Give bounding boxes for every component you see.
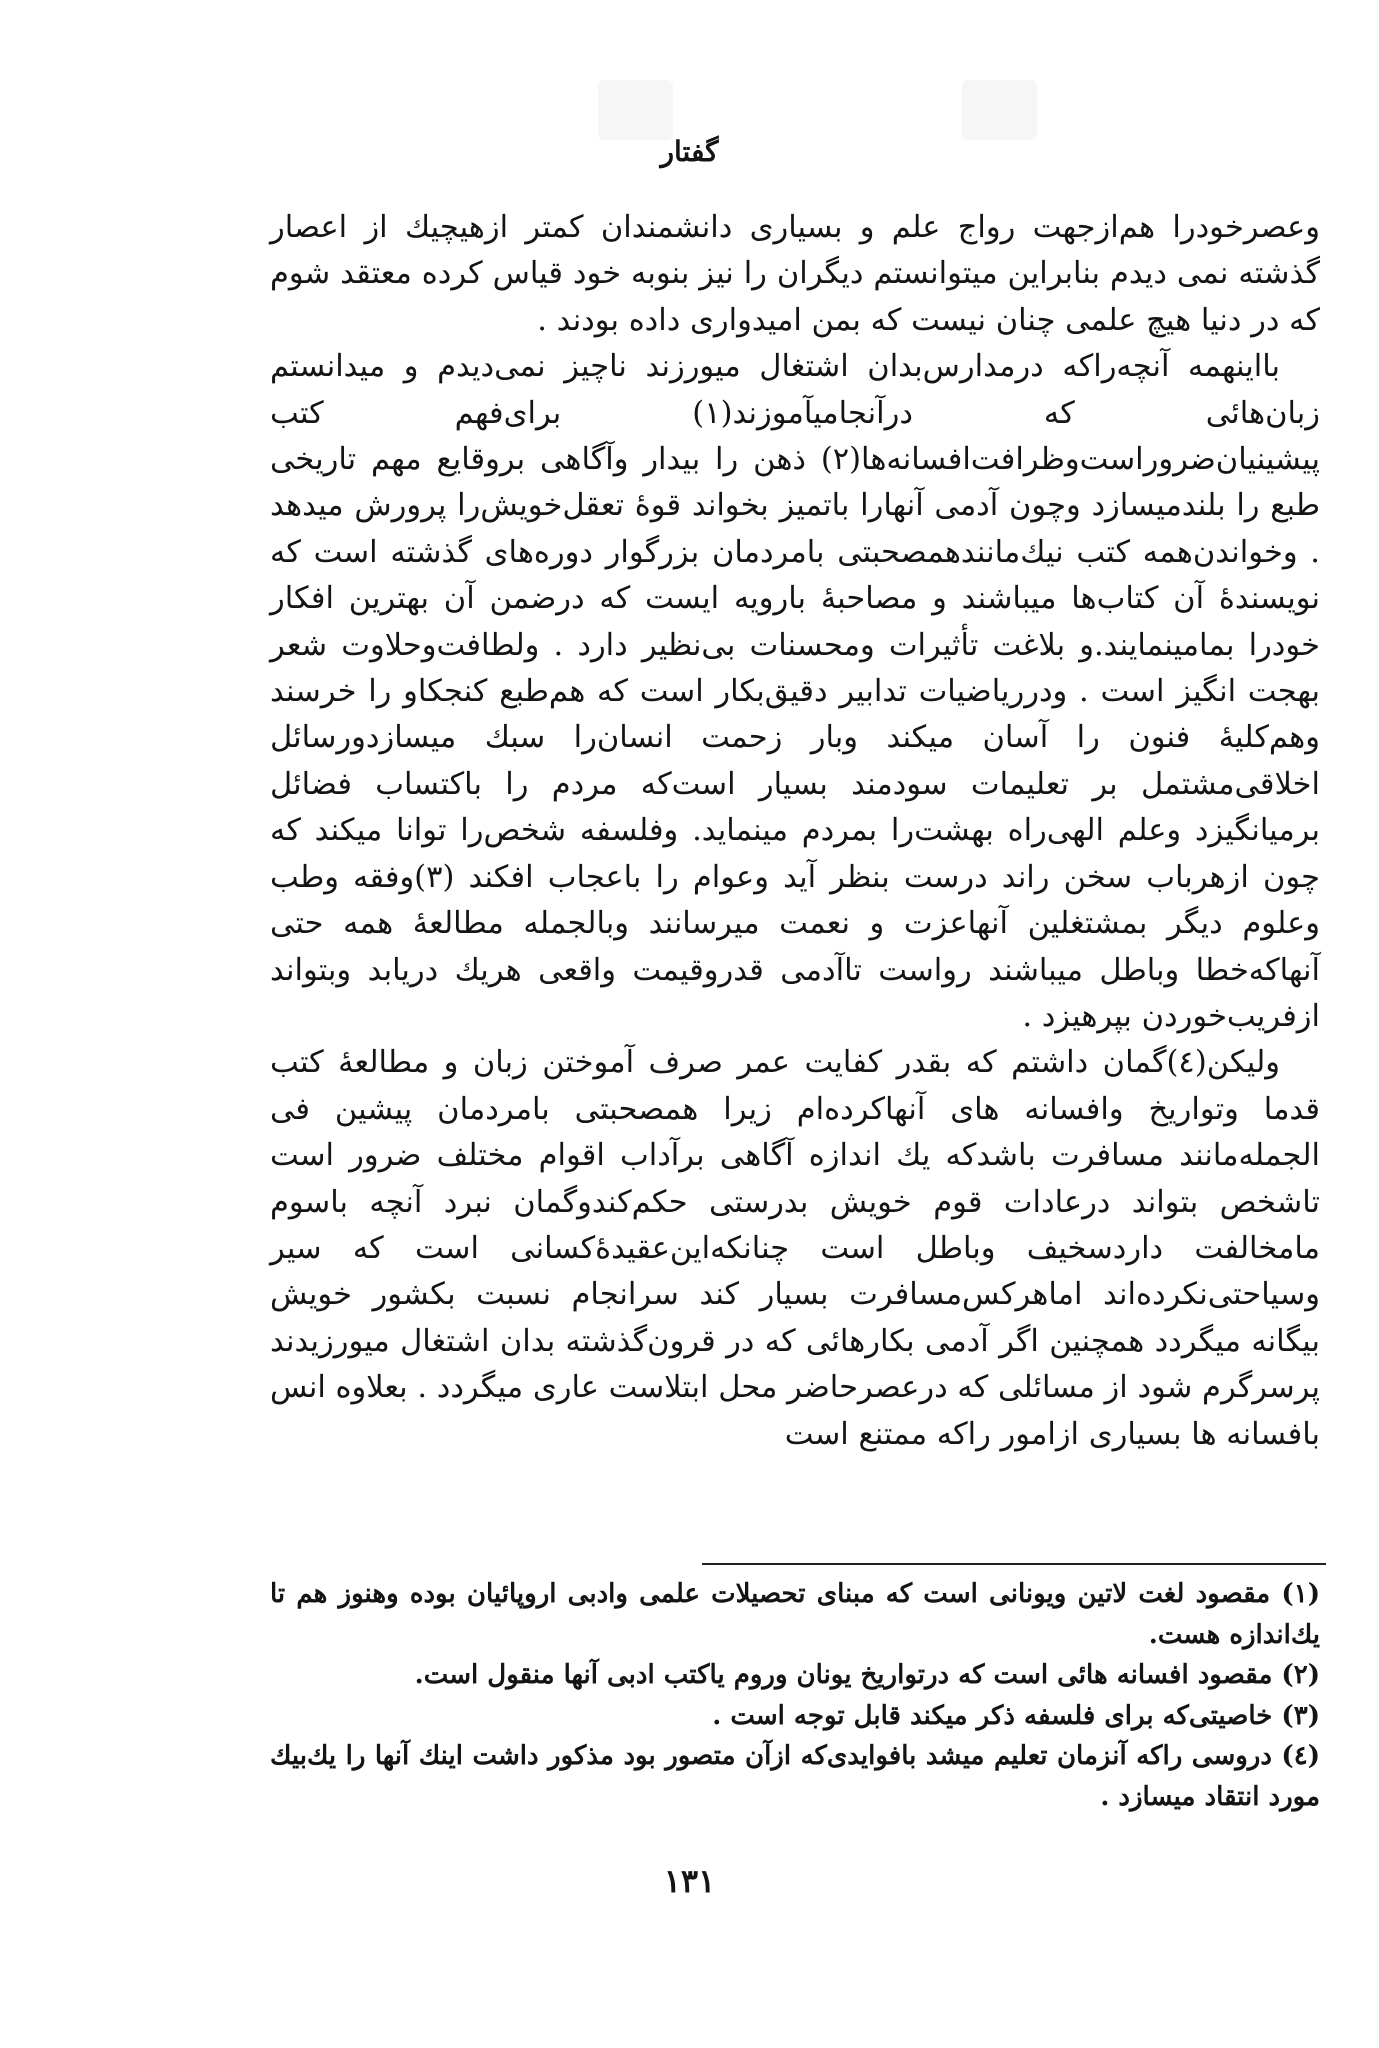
scan-smudge xyxy=(962,80,1037,140)
footnote: (۲) مقصود افسانه هائی است که درتواریخ یونان وروم یاکتب ادبی آنها منقول است. xyxy=(414,1660,1320,1690)
main-text xyxy=(270,205,1320,1458)
footnote: (۱) مقصود لغت لاتین ویونانی است که مبنای تحصیلات علمی وادبی اروپائیان بوده وهنوز هم تا یك‌اندازه هست. xyxy=(270,1579,1320,1650)
footnote-divider xyxy=(702,1563,1326,1565)
footnote: (۳) خاصیتی‌که برای فلسفه ذکر میکند قابل توجه است . xyxy=(712,1700,1320,1731)
footnotes xyxy=(270,1574,1320,1817)
paragraph: بااینهمه آنچه‌راکه درمدارس‌بدان اشتغال میورزند ناچیز نمی‌دیدم و میدانستم زبان‌هائی که درآنجامیآموزند(۱) برای‌فهم کتب پیشینیان‌ضروراست‌وظرافت‌افسانه‌ها(۲) ذهن را بیدار وآگاهی بروقایع مهم تاریخی طبع را بلندمیسازد وچون آدمی آنهارا باتمیز بخواند قوهٔ تعقل‌خویش‌را پرورش میدهد . وخواندن‌همه کتب نیك‌مانندهمصحبتی بامردمان بزرگوار دوره‌های گذشته است که نویسندهٔ آن کتاب‌ها میباشند و مصاحبهٔ بارویه ایست که درضمن آن بهترین افکار خودرا بمامینمایند.و بلاغت تأثیرات ومحسنات بی‌نظیر دارد . ولطافت‌وحلاوت شعر بهجت انگیز است . ودرریاضیات تدابیر دقیق‌بکار است که هم‌طبع کنجکاو را خرسند وهم‌کلیهٔ فنون را آسان میکند وبار زحمت انسان‌را سبك میسازدورسائل اخلاقی‌مشتمل بر تعلیمات سودمند بسیار است‌که مردم را باکتساب فضائل برمیانگیزد وعلم الهی‌راه بهشت‌را بمردم مینماید. وفلسفه شخص‌را توانا میکند که چون ازهرباب سخن راند درست بنظر آید وعوام را باعجاب افکند (۳)وفقه وطب وعلوم دیگر بمشتغلین آنهاعزت و نعمت میرسانند وبالجمله مطالعهٔ همه حتی آنهاکه‌خطا وباطل میباشند رواست تاآدمی قدروقیمت واقعی هریك دریابد وبتواند ازفریب‌خوردن بپرهیزد . xyxy=(270,349,1320,1034)
page-number: ۱۳۱ xyxy=(663,1862,716,1900)
running-head: گفتار xyxy=(660,135,719,168)
footnote: (٤) دروسی راکه آنزمان تعلیم میشد بافوایدی‌که ازآن متصور بود مذکور داشت اینك آنها را یك‌بیك مورد انتقاد میسازد . xyxy=(270,1741,1320,1812)
scan-smudge xyxy=(598,80,673,140)
paragraph: وعصرخودرا هم‌ازجهت رواج علم و بسیاری دانشمندان کمتر ازهیچیك از اعصار گذشته نمی دیدم بنابراین میتوانستم دیگران را نیز بنوبه خود قیاس کرده معتقد شوم که در دنیا هیچ علمی چنان نیست که بمن امیدواری داده بودند . xyxy=(270,210,1320,338)
paragraph: ولیکن(٤)گمان داشتم که بقدر کفایت عمر صرف آموختن زبان و مطالعهٔ کتب قدما وتواریخ وافسانه های آنهاکرده‌ام زیرا همصحبتی بامردمان پیشین فی الجمله‌مانند مسافرت باشدکه یك اندازه آگاهی برآداب اقوام مختلف ضرور است تاشخص بتواند درعادات قوم خویش بدرستی حکم‌کندوگمان نبرد آنچه باسوم مامخالفت داردسخیف وباطل است چنانکه‌این‌عقیدهٔ‌کسانی است که سیر وسیاحتی‌نکرده‌اند اماهرکس‌مسافرت بسیار کند سرانجام نسبت بکشور خویش بیگانه میگردد همچنین اگر آدمی بکارهائی که در قرون‌گذشته بدان اشتغال میورزیدند پرسرگرم شود از مسائلی که درعصرحاضر محل ابتلاست عاری میگردد . بعلاوه انس بافسانه ها بسیاری ازامور راکه ممتنع است xyxy=(270,1045,1320,1452)
